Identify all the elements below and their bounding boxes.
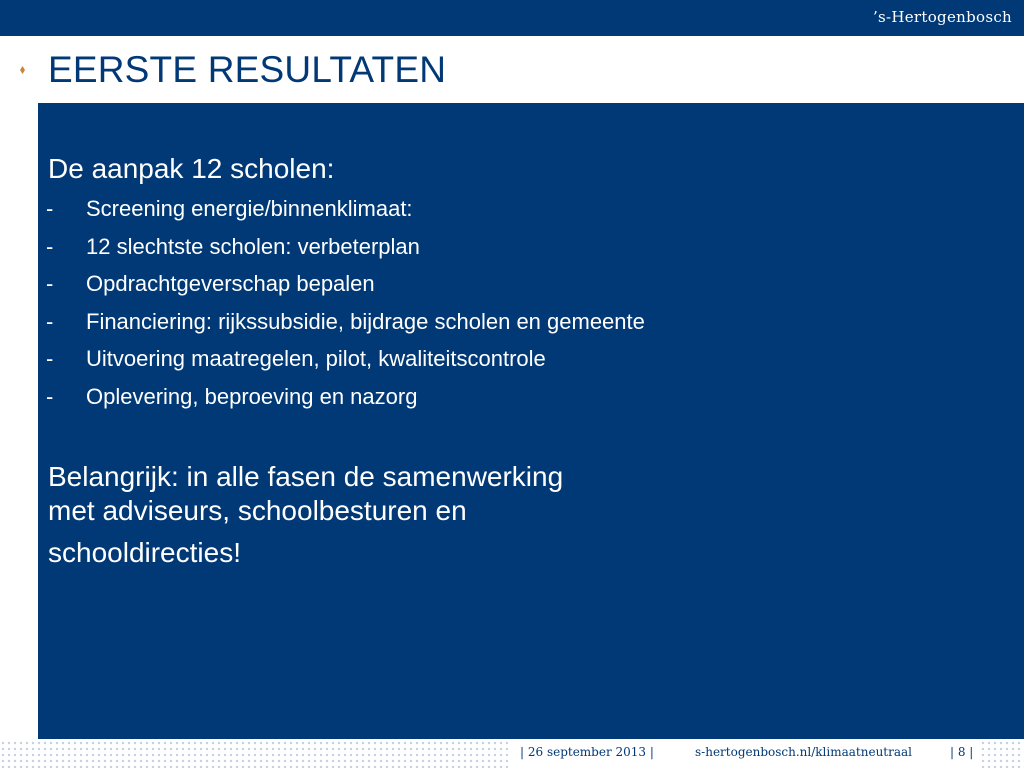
footer-date: | 26 september 2013 | [520,745,654,759]
list-item [46,309,645,347]
bullet-text: Screening energie/binnenklimaat: [86,196,413,221]
intro-text: De aanpak 12 scholen: [48,153,335,184]
footer-url: s-hertogenbosch.nl/klimaatneutraal [695,745,912,759]
footer-page-number: | 8 | [950,745,974,759]
diamond-bullet-icon [20,66,25,74]
dash-marker: - [46,346,54,371]
content-panel [38,103,1024,739]
title-row [0,36,1024,103]
note-paragraph [48,461,563,569]
list-item [46,196,645,234]
bullet-text: Opdrachtgeverschap bepalen [86,271,375,296]
bullet-list [46,196,645,421]
bullet-text: Uitvoering maatregelen, pilot, kwaliteitscontrole [86,346,546,371]
bullet-text: 12 slechtste scholen: verbeterplan [86,233,420,259]
dash-marker: - [46,233,54,259]
footer-dot-pattern [980,740,1024,768]
list-item [46,346,645,384]
top-bar [0,0,1024,36]
list-item [46,271,645,309]
dash-marker: - [46,383,54,409]
bullet-text: Oplevering, beproeving en nazorg [86,383,418,409]
slide-title: EERSTE RESULTATEN [48,49,447,90]
brand-logo-text: ’s-Hertogenbosch [872,8,1012,26]
bullet-text: Financiering: rijkssubsidie, bijdrage scholen en gemeente [86,308,645,334]
note-line: Belangrijk: in alle fasen de samenwerking [48,461,564,492]
dash-marker: - [46,308,54,334]
dash-marker: - [46,196,54,221]
note-line: schooldirecties! [48,537,241,568]
list-item [46,234,645,272]
footer-dot-pattern [0,740,508,768]
note-line: met adviseurs, schoolbesturen en [48,495,467,526]
list-item [46,384,645,422]
dash-marker: - [46,271,54,296]
